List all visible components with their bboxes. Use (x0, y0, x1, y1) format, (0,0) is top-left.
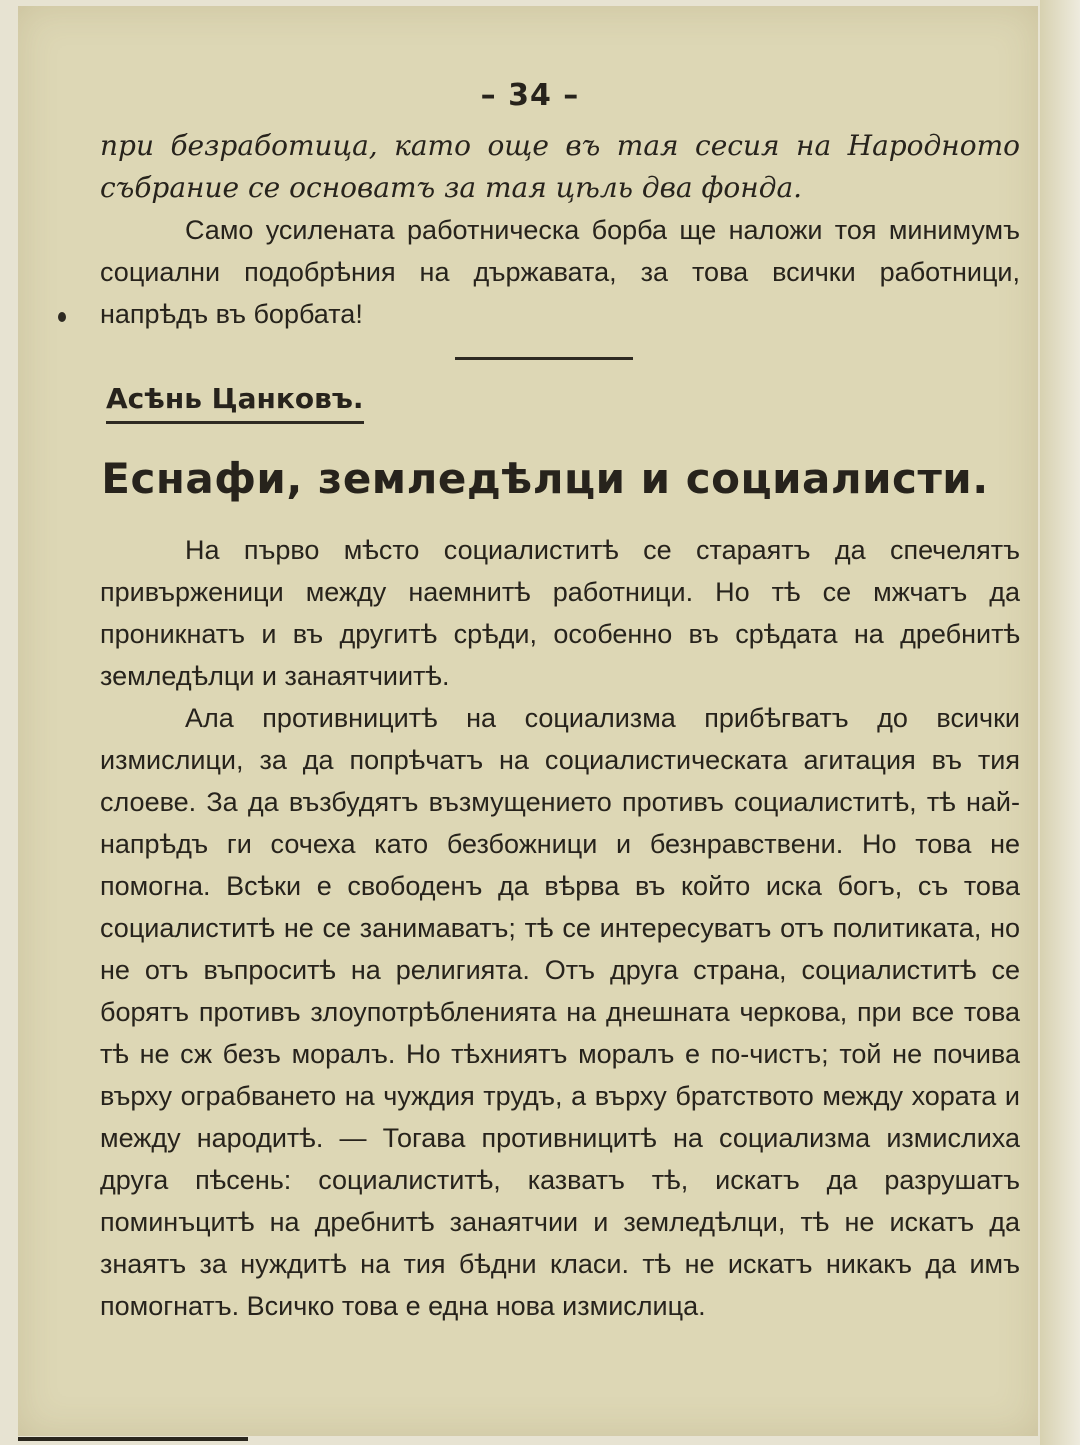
author-name: Асѣнь Цанковъ. (106, 382, 364, 415)
article-paragraph: На първо мѣсто социалиститѣ се стараятъ да спечелятъ привърженици между наемнитѣ работници. Но тѣ се мжчатъ да проникнатъ и въ другитѣ срѣди, особенно въ срѣдата на дребнитѣ земледѣлци и занаятчиитѣ. (100, 535, 1020, 691)
page-content (100, 78, 1020, 1327)
intro-prose (100, 209, 1020, 335)
page-edge-shadow (1040, 0, 1080, 1445)
intro-italic-block (100, 125, 1020, 209)
article-body (100, 529, 1020, 1327)
author-block (106, 382, 364, 424)
article-title: Еснафи, земледѣлци и социалисти. (101, 454, 989, 503)
article-paragraph: Ала противницитѣ на социализма прибѣгватъ до всички измислици, за да попрѣчатъ на социалистическата агитация въ тия слоеве. За да възбудятъ възмущението противъ социалиститѣ, тѣ най-напрѣдъ ги сочеха като безбожници и безнравствени. Но това не помогна. Всѣки е свободенъ да вѣрва въ който иска богъ, съ това социалиститѣ не се занимаватъ; тѣ се интересуватъ отъ политиката, но не отъ въпроситѣ на религията. Отъ друга страна, социалиститѣ се борятъ противъ злоупотрѣбленията на днешната черкова, при все това тѣ не сж безъ моралъ. Но тѣхниятъ моралъ е по-чистъ; той не почива върху ограбването на чуждия трудъ, а върху братството между хората и между народитѣ. — Тогава противницитѣ на социализма измислиха друга пѣсень: социалиститѣ, казватъ тѣ, искатъ да разрушатъ поминъцитѣ на дребнитѣ занаятчии и земледѣлци, тѣ не искатъ да знаятъ за нуждитѣ на тия бѣдни класи. тѣ не искатъ никакъ да имъ помогнатъ. Всичко това е една нова измислица. (100, 703, 1020, 1321)
book-page (18, 6, 1038, 1436)
ink-mark (58, 312, 66, 322)
italic-line: събрание се основатъ за тая цѣль два фонда. (100, 171, 803, 204)
intro-paragraph: Само усилената работническа борба ще наложи тоя минимумъ социални подобрѣния на държавата, за това всички работници, напрѣдъ въ борбата! (100, 215, 1020, 329)
scan-edge-line (18, 1437, 248, 1441)
italic-line: при безработица, като още въ тая сесия на Народното (100, 129, 1020, 162)
section-divider (455, 357, 633, 360)
page-number: – 34 – (480, 78, 580, 113)
